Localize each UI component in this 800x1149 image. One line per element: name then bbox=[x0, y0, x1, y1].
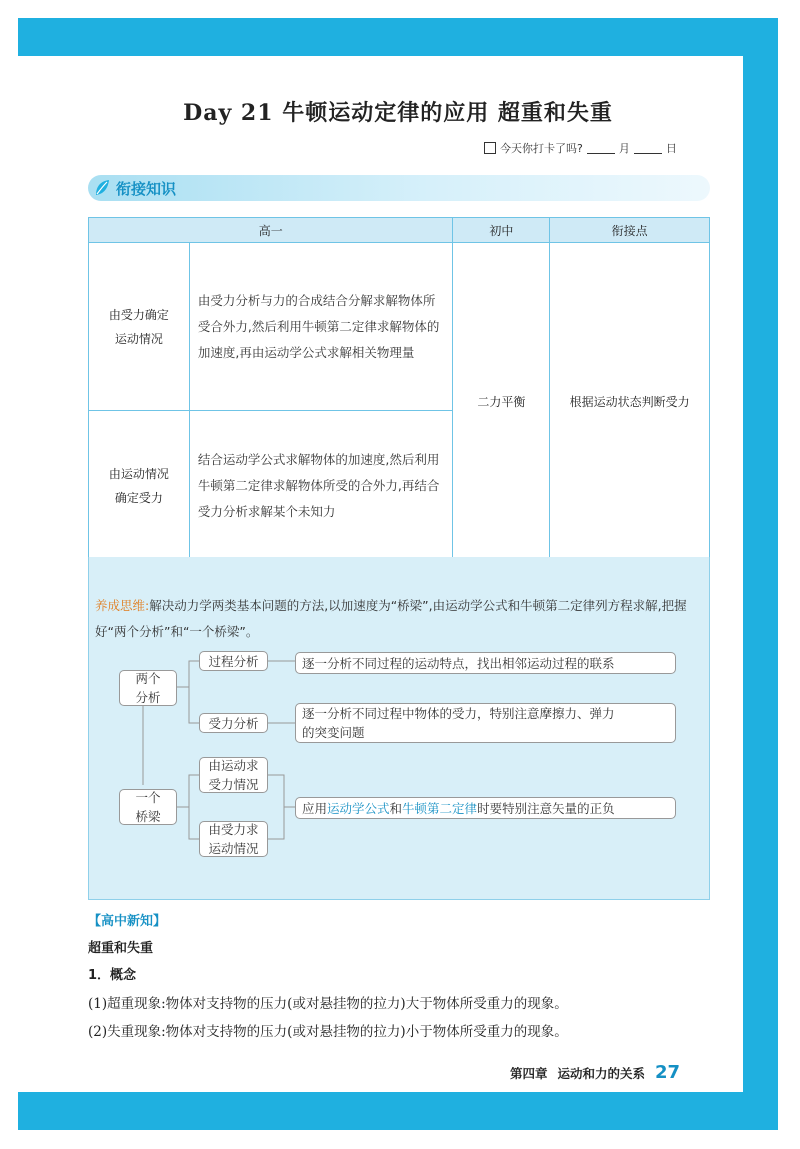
thinking-label: 养成思维: bbox=[95, 598, 150, 613]
concept-item: (2)失重现象:物体对支持物的压力(或对悬挂物的拉力)小于物体所受重力的现象。 bbox=[88, 1024, 568, 1040]
row-label-line: 由受力确定 bbox=[108, 307, 169, 322]
junior-cell: 二力平衡 bbox=[453, 243, 550, 561]
page-number: 27 bbox=[655, 1062, 681, 1083]
checkin-checkbox[interactable] bbox=[484, 142, 496, 154]
process-analysis-node: 过程分析 bbox=[199, 651, 268, 671]
detail-text: 应用 bbox=[302, 800, 328, 816]
month-blank[interactable] bbox=[587, 142, 615, 154]
row-label-force-to-motion bbox=[89, 243, 190, 411]
node-line: 两个 bbox=[135, 671, 161, 686]
bridge-detail bbox=[295, 797, 676, 819]
motion-to-force-node bbox=[199, 757, 268, 793]
page-footer bbox=[510, 1062, 680, 1083]
link-cell: 根据运动状态判断受力 bbox=[550, 243, 710, 561]
checkin-text: 今天你打卡了吗? bbox=[500, 142, 583, 155]
row-desc-force-to-motion: 由受力分析与力的合成结合分解求解物体所受合外力,然后利用牛顿第二定律求解物体的加速度,再由运动学公式求解相关物理量 bbox=[189, 243, 453, 411]
section-header bbox=[88, 175, 710, 201]
footer-chapter: 第四章 bbox=[510, 1066, 548, 1081]
thinking-panel bbox=[88, 557, 710, 900]
node-line: 由受力求 bbox=[208, 822, 259, 837]
detail-text: 和 bbox=[389, 800, 403, 816]
day-blank[interactable] bbox=[634, 142, 662, 154]
table-row bbox=[89, 243, 710, 411]
leaf-icon bbox=[94, 179, 110, 197]
checkin-row bbox=[484, 140, 677, 156]
row-label-line: 由运动情况 bbox=[108, 466, 169, 481]
bridge-knowledge-table bbox=[88, 217, 710, 561]
header-senior: 高一 bbox=[89, 218, 453, 243]
node-line: 受力情况 bbox=[208, 777, 259, 792]
new-knowledge-heading: 【高中新知】 bbox=[88, 914, 167, 929]
detail-line: 的突变问题 bbox=[302, 725, 365, 740]
force-to-motion-node bbox=[199, 821, 268, 857]
detail-highlight: 牛顿第二定律 bbox=[402, 800, 478, 816]
day-label: 日 bbox=[665, 142, 677, 155]
node-line: 分析 bbox=[135, 690, 161, 705]
force-analysis-detail bbox=[295, 703, 676, 743]
header-junior: 初中 bbox=[453, 218, 550, 243]
row-desc-motion-to-force: 结合运动学公式求解物体的加速度,然后利用牛顿第二定律求解物体所受的合外力,再结合受力分析求解某个未知力 bbox=[189, 411, 453, 561]
header-link: 衔接点 bbox=[550, 218, 710, 243]
month-label: 月 bbox=[618, 142, 630, 155]
footer-subject: 运动和力的关系 bbox=[557, 1066, 646, 1081]
node-line: 一个 bbox=[135, 790, 161, 805]
row-label-line: 确定受力 bbox=[114, 490, 163, 505]
two-analyses-node bbox=[119, 670, 177, 706]
process-analysis-detail: 逐一分析不同过程的运动特点，找出相邻运动过程的联系 bbox=[295, 652, 676, 674]
row-label-motion-to-force bbox=[89, 411, 190, 561]
detail-text: 时要特别注意矢量的正负 bbox=[477, 800, 615, 816]
bottom-color-band bbox=[18, 1092, 778, 1130]
right-color-band bbox=[743, 18, 778, 1130]
row-label-line: 运动情况 bbox=[114, 331, 163, 346]
topic-heading: 超重和失重 bbox=[88, 941, 154, 956]
concept-item: (1)超重现象:物体对支持物的压力(或对悬挂物的拉力)大于物体所受重力的现象。 bbox=[88, 996, 568, 1012]
section-title: 衔接知识 bbox=[116, 179, 177, 198]
concept-heading: 1．概念 bbox=[88, 968, 137, 983]
detail-highlight: 运动学公式 bbox=[327, 800, 390, 816]
force-analysis-node: 受力分析 bbox=[199, 713, 268, 733]
page-title: Day 21 牛顿运动定律的应用 超重和失重 bbox=[183, 100, 613, 126]
node-line: 桥梁 bbox=[135, 809, 161, 824]
one-bridge-node bbox=[119, 789, 177, 825]
top-color-band bbox=[18, 18, 778, 56]
node-line: 由运动求 bbox=[208, 758, 259, 773]
node-line: 运动情况 bbox=[208, 841, 259, 856]
detail-line: 逐一分析不同过程中物体的受力，特别注意摩擦力、弹力 bbox=[302, 706, 615, 721]
thinking-text: 解决动力学两类基本问题的方法,以加速度为“桥梁”,由运动学公式和牛顿第二定律列方程求解,把握好“两个分析”和“一个桥梁”。 bbox=[95, 598, 687, 639]
table-header-row bbox=[89, 218, 710, 243]
